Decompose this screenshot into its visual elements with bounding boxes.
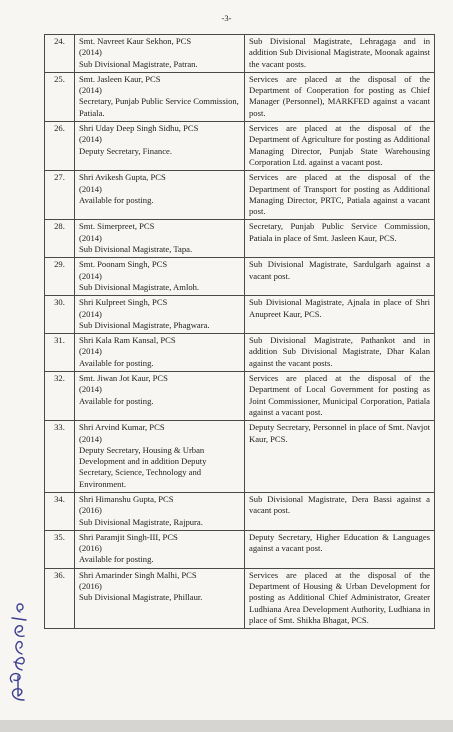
serial-number-cell: 28. [45,220,75,258]
new-posting-cell: Deputy Secretary, Personnel in place of Smt. Navjot Kaur, PCS. [245,421,435,493]
table-row [45,35,435,73]
table-row [45,421,435,493]
officer-name: Smt. Navreet Kaur Sekhon, PCS [79,36,192,46]
posting-orders-body [45,35,435,629]
table-row [45,372,435,421]
officer-name: Shri Himanshu Gupta, PCS [79,493,174,504]
serial-number-cell: 26. [45,122,75,171]
officer-name: Shri Kala Ram Kansal, PCS [79,335,176,346]
table-row [45,258,435,296]
officer-batch: (2014) [79,47,102,58]
handwritten-signature [2,596,34,704]
serial-number-cell: 34. [45,492,75,530]
officer-batch: (2014) [79,346,102,357]
table-row [45,530,435,568]
table-row [45,568,435,628]
table-row [45,171,435,220]
serial-number-cell: 24. [45,35,75,73]
officer-current-posting: Sub Divisional Magistrate, Patran. [79,58,198,69]
officer-cell [75,334,245,372]
serial-number-cell: 36. [45,568,75,628]
serial-number-cell: 33. [45,421,75,493]
new-posting-cell: Sub Divisional Magistrate, Dera Bassi against a vacant post. [245,492,435,530]
officer-batch: (2014) [79,270,102,281]
officer-cell [75,530,245,568]
new-posting-cell: Deputy Secretary, Higher Education & Languages against a vacant post. [245,530,435,568]
officer-current-posting: Sub Divisional Magistrate, Amloh. [79,281,200,292]
officer-current-posting: Available for posting. [79,357,154,368]
officer-name: Shri Kulpreet Singh, PCS [79,297,168,308]
serial-number-cell: 27. [45,171,75,220]
officer-name: Shri Uday Deep Singh Sidhu, PCS [79,123,199,134]
officer-name: Smt. Poonam Singh, PCS [79,259,168,270]
officer-current-posting: Secretary, Punjab Public Service Commission, Patiala. [79,96,239,118]
new-posting-cell: Sub Divisional Magistrate, Lehragaga and in addition Sub Divisional Magistrate, Moonak against the vacant posts. [245,35,435,73]
officer-name: Smt. Jiwan Jot Kaur, PCS [79,373,168,384]
officer-current-posting: Sub Divisional Magistrate, Phillaur. [79,592,203,603]
officer-current-posting: Sub Divisional Magistrate, Tapa. [79,244,193,255]
serial-number-cell: 35. [45,530,75,568]
new-posting-cell: Secretary, Punjab Public Service Commission, Patiala in place of Smt. Jasleen Kaur, PCS. [245,220,435,258]
officer-cell [75,492,245,530]
officer-cell [75,568,245,628]
page-number: -3- [221,13,232,23]
new-posting-cell: Services are placed at the disposal of the Department of Cooperation for posting as Chief Manager (Personnel), MARKFED against a vacant post. [245,72,435,121]
officer-name: Shri Avikesh Gupta, PCS [79,172,166,183]
new-posting-cell: Sub Divisional Magistrate, Pathankot and in addition Sub Divisional Magistrate, Dhar Kalan against the vacant posts. [245,334,435,372]
new-posting-cell: Services are placed at the disposal of the Department of Agriculture for posting as Additional Managing Director, Punjab State Warehousing Corporation Ltd. against a vacant post. [245,122,435,171]
serial-number-cell: 32. [45,372,75,421]
new-posting-cell: Services are placed at the disposal of the Department of Transport for posting as Additional Managing Director, PRTC, Patiala against a vacant post. [245,171,435,220]
scan-edge [0,720,453,732]
officer-cell [75,372,245,421]
officer-batch: (2016) [79,505,102,516]
officer-cell [75,72,245,121]
new-posting-cell: Sub Divisional Magistrate, Ajnala in place of Shri Anupreet Kaur, PCS. [245,296,435,334]
serial-number-cell: 29. [45,258,75,296]
officer-current-posting: Sub Divisional Magistrate, Phagwara. [79,319,210,330]
officer-current-posting: Sub Divisional Magistrate, Rajpura. [79,516,203,527]
officer-cell [75,35,245,73]
officer-name: Shri Paramjit Singh-III, PCS [79,531,178,542]
table-row [45,492,435,530]
officer-current-posting: Available for posting. [79,554,154,565]
serial-number-cell: 31. [45,334,75,372]
serial-number-cell: 30. [45,296,75,334]
table-row [45,220,435,258]
new-posting-cell: Services are placed at the disposal of the Department of Housing & Urban Development for posting as Additional Chief Administrator, Greater Ludhiana Area Development Authority, Ludhiana in place of Smt. Shikha Bhagat, PCS. [245,568,435,628]
officer-cell [75,220,245,258]
officer-batch: (2014) [79,384,102,395]
officer-cell [75,296,245,334]
officer-cell [75,258,245,296]
serial-number-cell: 25. [45,72,75,121]
officer-name: Smt. Simerpreet, PCS [79,221,155,232]
table-row [45,296,435,334]
table-row [45,122,435,171]
officer-batch: (2014) [79,183,102,194]
officer-batch: (2014) [79,85,102,96]
officer-cell [75,122,245,171]
officer-batch: (2014) [79,308,102,319]
officer-name: Shri Arvind Kumar, PCS [79,422,165,433]
officer-batch: (2014) [79,134,102,145]
table-row [45,334,435,372]
posting-orders-table [44,34,435,629]
officer-name: Smt. Jasleen Kaur, PCS [79,73,161,84]
officer-batch: (2014) [79,232,102,243]
officer-current-posting: Deputy Secretary, Finance. [79,145,172,156]
officer-cell [75,421,245,493]
officer-current-posting: Deputy Secretary, Housing & Urban Development and in addition Deputy Secretary, Science, Technology and Environment. [79,444,207,489]
officer-name: Shri Amarinder Singh Malhi, PCS [79,569,197,580]
officer-cell [75,171,245,220]
officer-current-posting: Available for posting. [79,194,154,205]
officer-batch: (2014) [79,433,102,444]
officer-current-posting: Available for posting. [79,395,154,406]
table-row [45,72,435,121]
new-posting-cell: Services are placed at the disposal of the Department of Local Government for posting as Joint Commissioner, Municipal Corporation, Patiala against a vacant post. [245,372,435,421]
officer-batch: (2016) [79,581,102,592]
new-posting-cell: Sub Divisional Magistrate, Sardulgarh against a vacant post. [245,258,435,296]
officer-batch: (2016) [79,543,102,554]
